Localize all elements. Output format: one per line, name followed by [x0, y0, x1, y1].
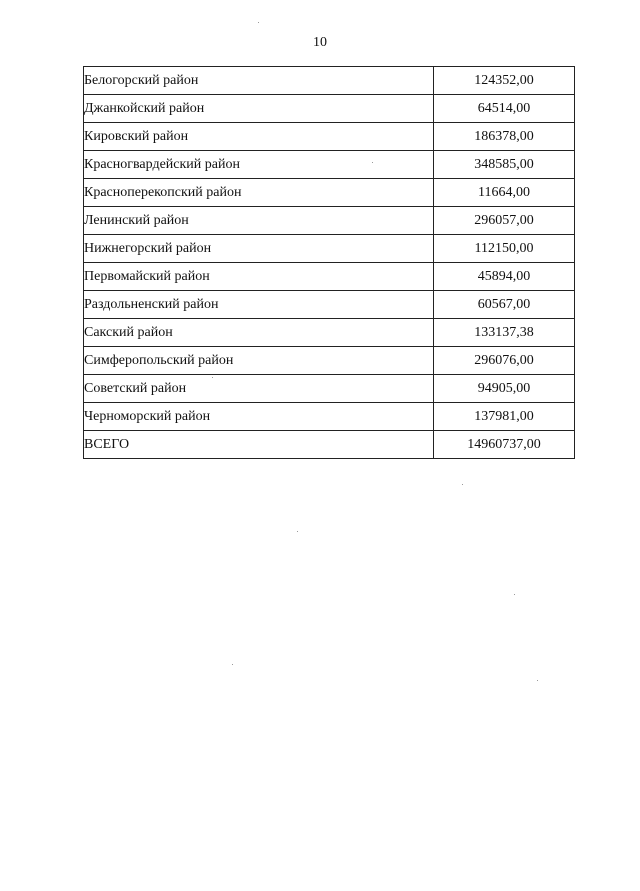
district-name: Раздольненский район	[84, 291, 434, 319]
district-name: Советский район	[84, 375, 434, 403]
district-value: 112150,00	[434, 235, 575, 263]
table-row	[84, 319, 575, 347]
total-row	[84, 431, 575, 459]
scan-speck	[212, 377, 213, 378]
table-row	[84, 347, 575, 375]
table-row	[84, 151, 575, 179]
scan-speck	[232, 664, 233, 665]
district-value: 296076,00	[434, 347, 575, 375]
district-name: Нижнегорский район	[84, 235, 434, 263]
table-row	[84, 375, 575, 403]
district-name: Симферопольский район	[84, 347, 434, 375]
district-value: 45894,00	[434, 263, 575, 291]
table-row	[84, 123, 575, 151]
district-value: 60567,00	[434, 291, 575, 319]
district-name: Красноперекопский район	[84, 179, 434, 207]
scan-speck	[514, 594, 515, 595]
table-row	[84, 207, 575, 235]
district-value: 296057,00	[434, 207, 575, 235]
district-name: Джанкойский район	[84, 95, 434, 123]
district-name: Красногвардейский район	[84, 151, 434, 179]
total-value: 14960737,00	[434, 431, 575, 459]
district-name: Ленинский район	[84, 207, 434, 235]
district-name: Белогорский район	[84, 67, 434, 95]
district-value: 186378,00	[434, 123, 575, 151]
page-number: 10	[313, 35, 327, 50]
scan-speck	[258, 22, 259, 23]
table-row	[84, 235, 575, 263]
district-value: 348585,00	[434, 151, 575, 179]
district-name: Сакский район	[84, 319, 434, 347]
scan-speck	[462, 484, 463, 485]
table-row	[84, 291, 575, 319]
total-label: ВСЕГО	[84, 431, 434, 459]
table-row	[84, 403, 575, 431]
scan-speck	[537, 680, 538, 681]
table-row	[84, 67, 575, 95]
district-table	[83, 66, 575, 459]
district-value: 11664,00	[434, 179, 575, 207]
table-row	[84, 95, 575, 123]
table-row	[84, 179, 575, 207]
table-row	[84, 263, 575, 291]
scan-speck	[297, 531, 298, 532]
district-value: 133137,38	[434, 319, 575, 347]
district-value: 94905,00	[434, 375, 575, 403]
district-name: Черноморский район	[84, 403, 434, 431]
district-value: 124352,00	[434, 67, 575, 95]
district-value: 137981,00	[434, 403, 575, 431]
district-name: Первомайский район	[84, 263, 434, 291]
district-value: 64514,00	[434, 95, 575, 123]
district-name: Кировский район	[84, 123, 434, 151]
scan-speck	[372, 162, 373, 163]
